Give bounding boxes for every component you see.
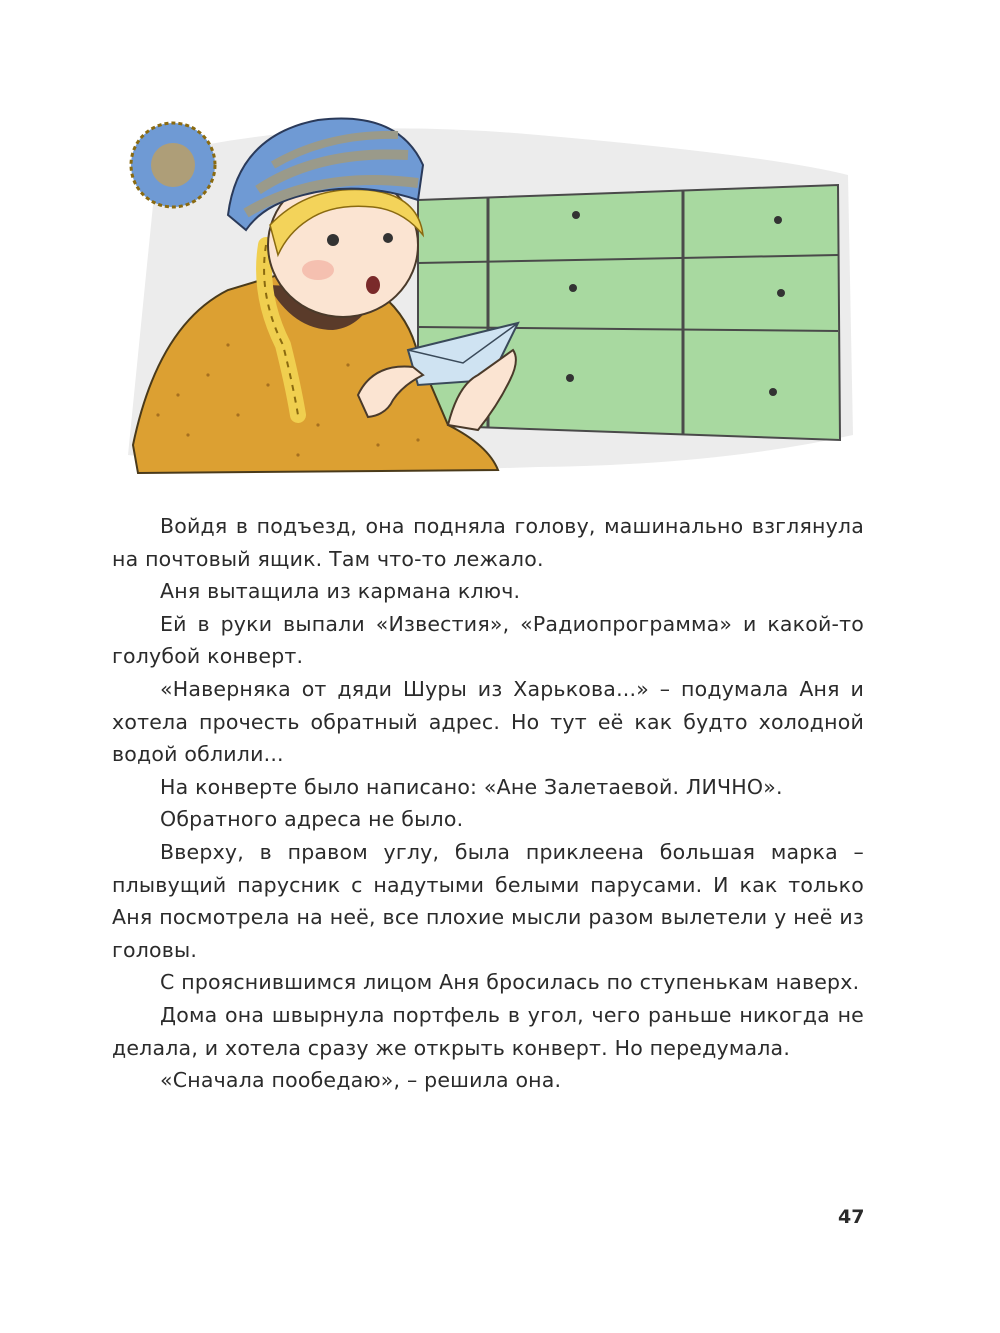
paragraph: «Сначала пообедаю», – решила она. — [160, 1068, 562, 1093]
paragraph: Ей в руки выпали «Известия», «Радиопрограмма» и какой-то голубой конверт. — [112, 611, 864, 669]
paragraph: С прояснившимся лицом Аня бросилась по ступенькам наверх. — [160, 970, 860, 995]
paragraph: На конверте было написано: «Ане Залетаевой. ЛИЧНО». — [160, 774, 783, 799]
paragraph: «Наверняка от дяди Шуры из Харькова...» – подумала Аня и хотела прочесть обратный адрес. Но тут её как будто холодной водой облили... — [112, 676, 864, 767]
paragraph: Аня вытащила из кармана ключ. — [160, 579, 521, 604]
paragraph: Дома она швырнула портфель в угол, чего раньше никогда не делала, и хотела сразу же открыть конверт. Но передумала. — [112, 1002, 864, 1060]
page-number: 47 — [838, 1206, 865, 1228]
paragraph: Обратного адреса не было. — [160, 807, 464, 832]
illustration-girl-with-envelope — [118, 95, 858, 500]
paragraph: Войдя в подъезд, она подняла голову, машинально взглянула на почтовый ящик. Там что-то лежало. — [112, 514, 864, 571]
story-text — [112, 510, 864, 1097]
paragraph: Вверху, в правом углу, была приклеена большая марка – плывущий парусник с надутыми белыми парусами. И как только Аня посмотрела на неё, все плохие мысли разом вылетели у неё из головы. — [112, 839, 864, 962]
